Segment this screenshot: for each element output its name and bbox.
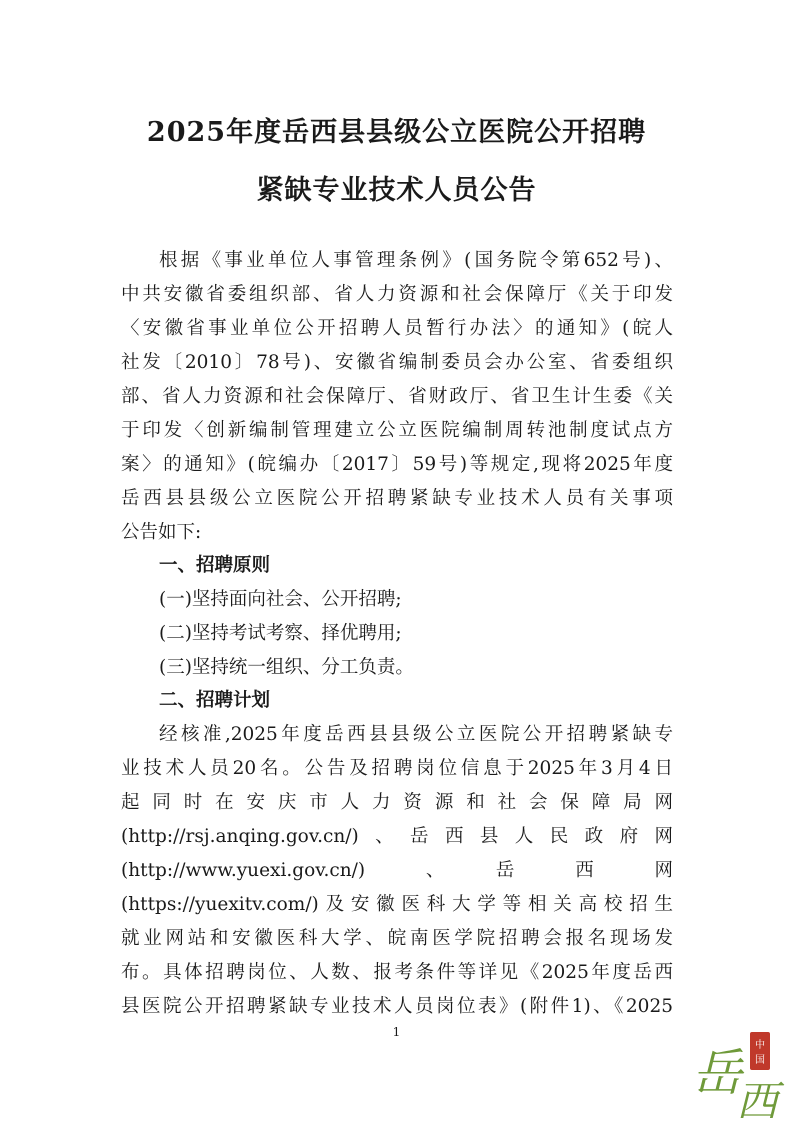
intro-line: 社发〔2010〕78号)、安徽省编制委员会办公室、省委组织: [121, 352, 673, 373]
intro-line: 案〉的通知》(皖编办〔2017〕59号)等规定,现将2025年度: [121, 454, 673, 475]
intro-line: 岳西县县级公立医院公开招聘紧缺专业技术人员有关事项: [121, 488, 673, 509]
yuexi-logo-icon: [690, 1028, 790, 1118]
plan-line: 就业网站和安徽医科大学、皖南医学院招聘会报名现场发: [121, 928, 673, 949]
seal-char-guo: 国: [755, 1055, 765, 1066]
plan-line: (http://rsj.anqing.gov.cn/)、岳西县人民政府网: [121, 826, 673, 847]
principle-item: (二)坚持考试考察、择优聘用;: [159, 623, 402, 644]
intro-line: 根据《事业单位人事管理条例》(国务院令第652号)、: [159, 250, 673, 271]
intro-line: 中共安徽省委组织部、省人力资源和社会保障厅《关于印发: [121, 284, 673, 305]
plan-line: 县医院公开招聘紧缺专业技术人员岗位表》(附件1)、《2025: [121, 996, 673, 1017]
plan-line: (https://yuexitv.com/)及安徽医科大学等相关高校招生: [121, 894, 673, 915]
plan-line: (http://www.yuexi.gov.cn/) 、 岳 西 网: [121, 860, 673, 881]
intro-line: 〈安徽省事业单位公开招聘人员暂行办法〉的通知》(皖人: [121, 318, 673, 339]
plan-line: 经核准,2025年度岳西县县级公立医院公开招聘紧缺专: [159, 724, 673, 745]
principle-item: (三)坚持统一组织、分工负责。: [159, 657, 414, 678]
section-heading-plan: 二、招聘计划: [159, 690, 271, 711]
plan-line: 业技术人员20名。公告及招聘岗位信息于2025年3月4日: [121, 758, 673, 779]
intro-line: 公告如下:: [121, 522, 202, 543]
logo-char-yue: 岳: [692, 1044, 742, 1102]
document-title-line-1: 2025年度岳西县县级公立医院公开招聘: [146, 117, 647, 148]
plan-line: 布。具体招聘岗位、人数、报考条件等详见《2025年度岳西: [121, 962, 673, 983]
seal-char-zhong: 中: [755, 1040, 765, 1051]
plan-line: 起同时在安庆市人力资源和社会保障局网: [121, 792, 673, 813]
page-number: 1: [392, 1025, 401, 1039]
intro-line: 于印发〈创新编制管理建立公立医院编制周转池制度试点方: [121, 420, 673, 441]
logo-char-xi: 西: [736, 1077, 779, 1118]
principle-item: (一)坚持面向社会、公开招聘;: [159, 589, 402, 610]
intro-line: 部、省人力资源和社会保障厅、省财政厅、省卫生计生委《关: [121, 386, 673, 407]
section-heading-principles: 一、招聘原则: [159, 555, 271, 576]
document-title-line-2: 紧缺专业技术人员公告: [256, 175, 537, 206]
